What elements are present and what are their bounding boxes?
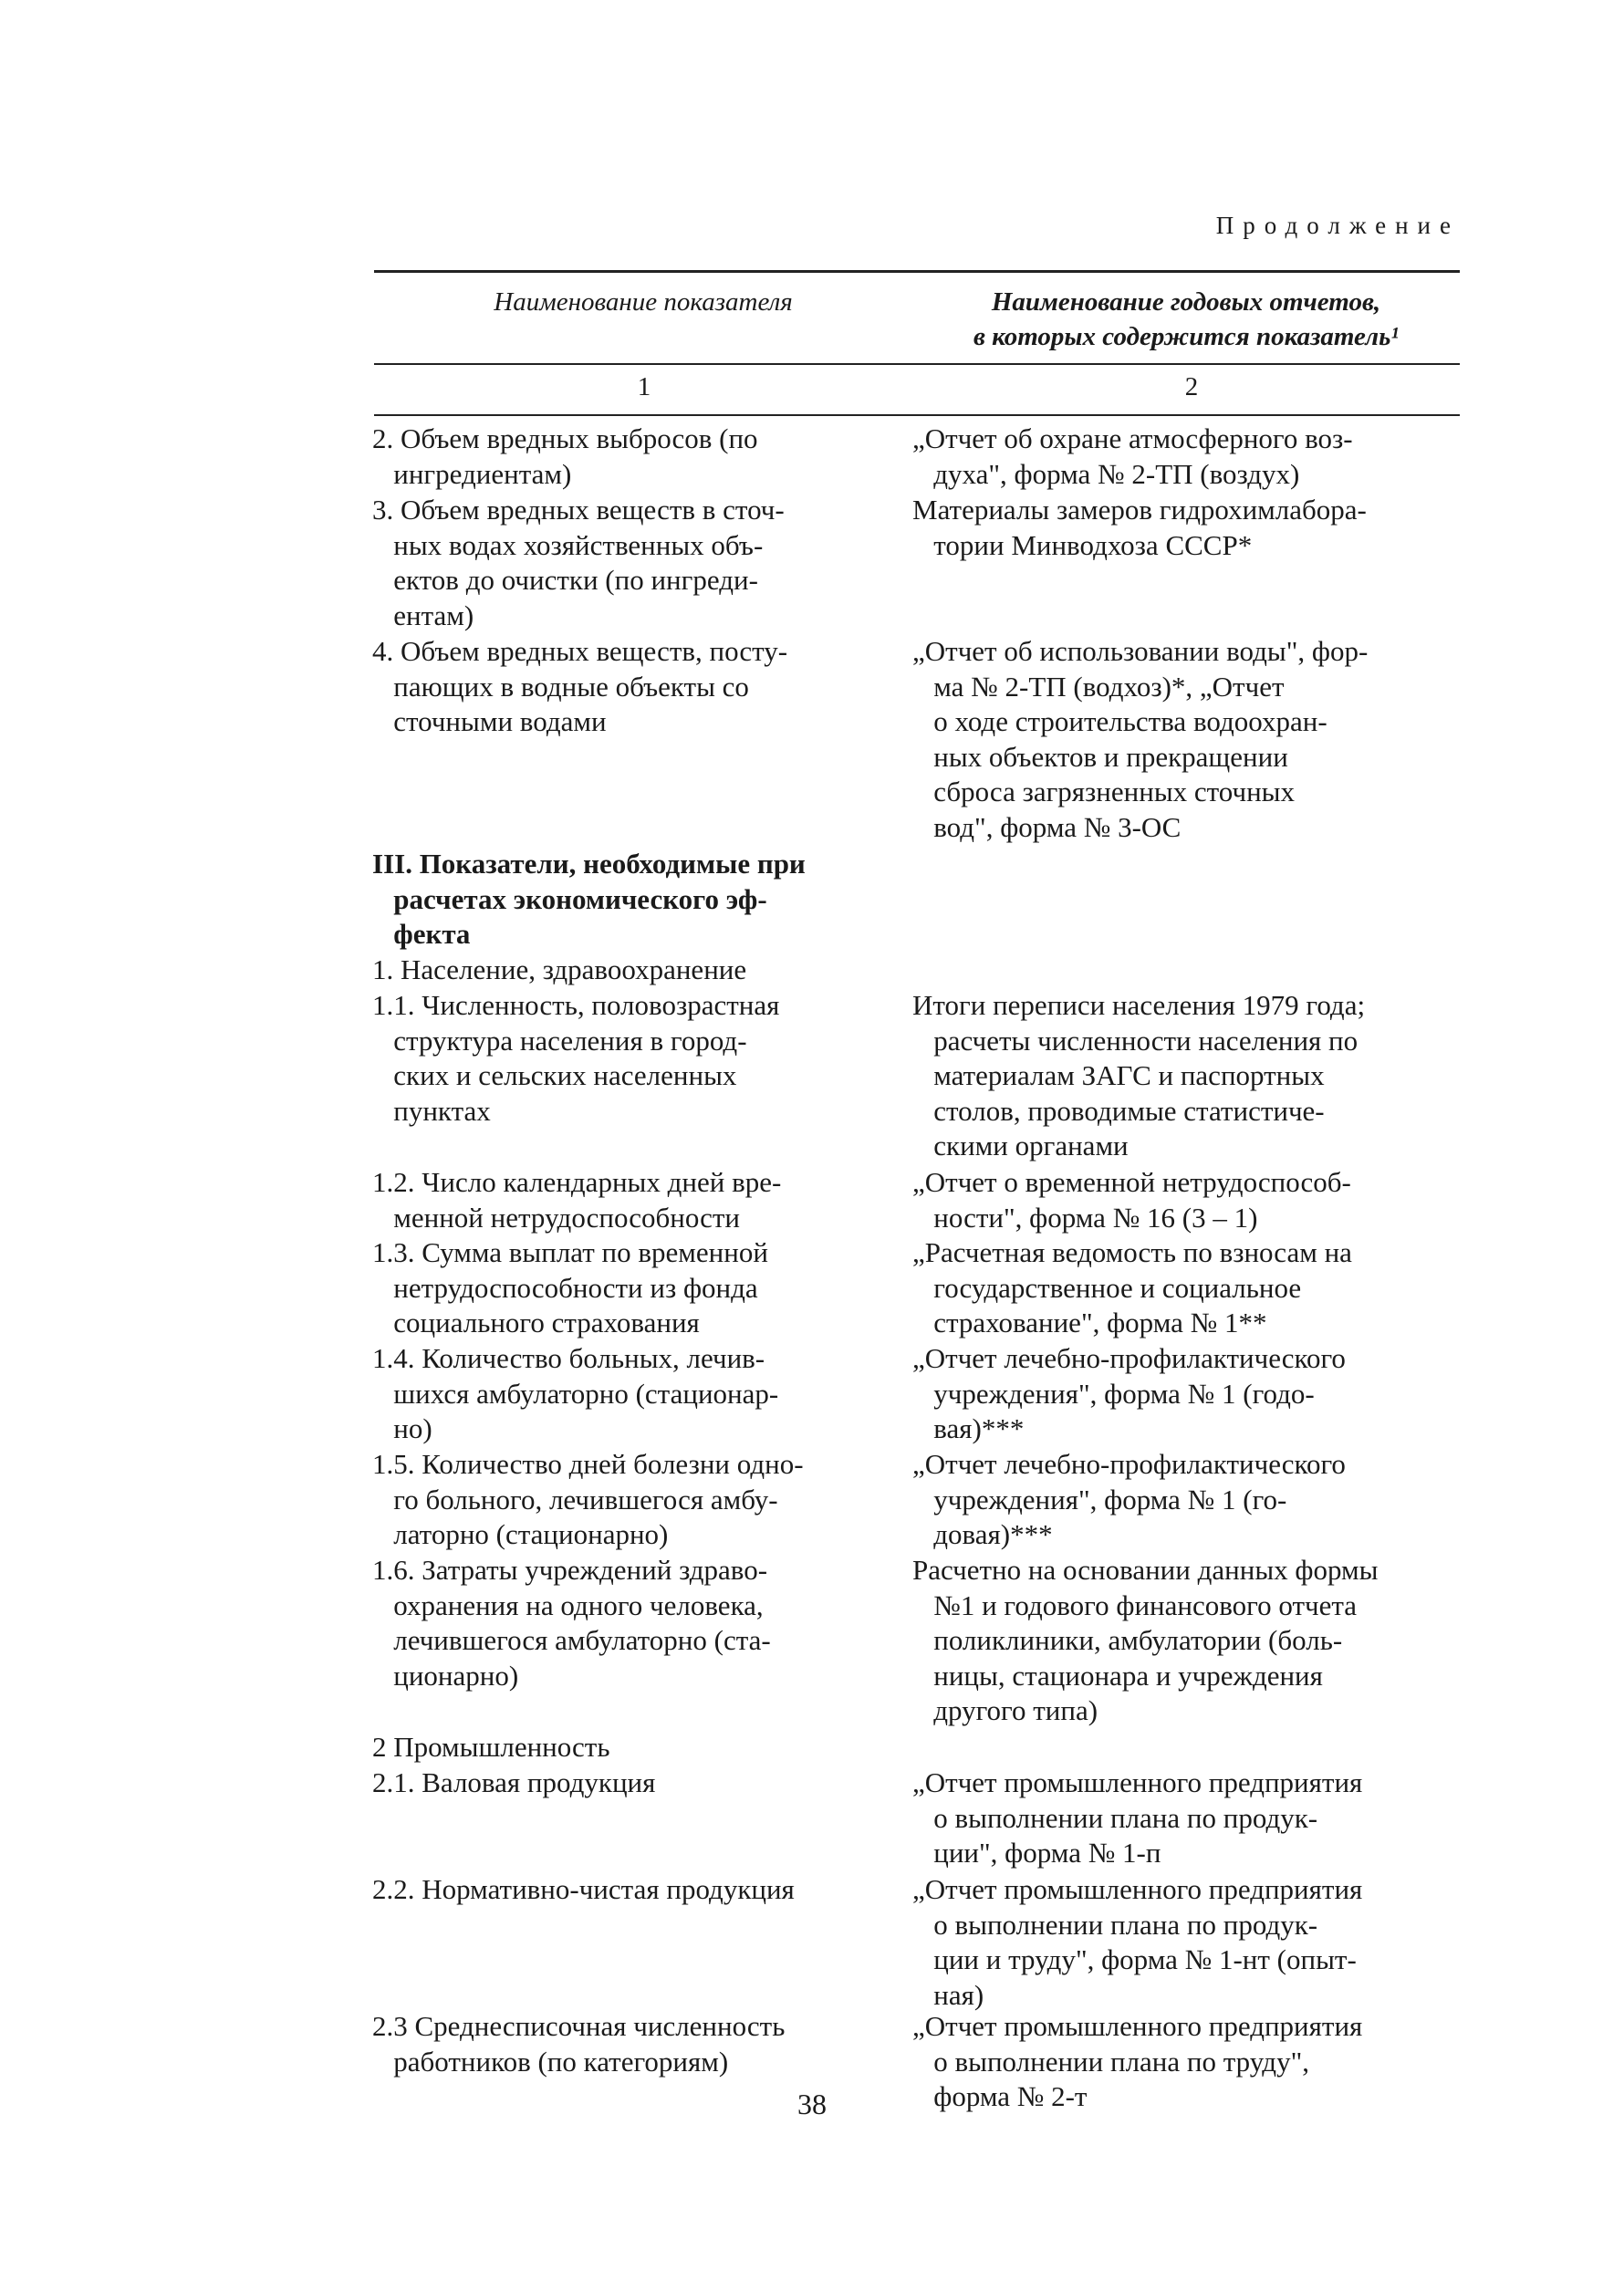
header-divider-rule [374,363,1460,365]
report-cell: „Расчетная ведомость по взносам на государственное и социальное страхование", форма № 1** [912,1236,1352,1339]
indicator-cell: 2.2. Нормативно-чистая продукция [372,1873,795,1905]
report-cell: „Отчет промышленного предприятия о выполнении плана по труду", форма № 2-т [912,2010,1363,2113]
body-top-rule [374,414,1460,416]
indicator-cell: 2.3 Среднесписочная численность работников (по категориям) [372,2010,786,2078]
indicator-cell: 1.6. Затраты учреждений здраво- охранения на одного человека, лечившегося амбулаторно (ста- ционарно) [372,1554,771,1692]
report-cell: Материалы замеров гидрохимлабора- тории Минводхоза СССР* [912,494,1367,561]
report-cell: „Отчет лечебно-профилактического учреждения", форма № 1 (годо- вая)*** [912,1342,1346,1445]
section-heading: III. Показатели, необходимые при расчетах экономического эф- фекта [372,848,806,951]
column-number-2: 2 [1184,372,1199,401]
indicator-cell: 2. Объем вредных выбросов (по ингредиентам) [372,422,758,490]
indicator-cell: 1.5. Количество дней болезни одно- го больного, лечившегося амбу- латорно (стационарно) [372,1448,804,1551]
report-cell: „Отчет промышленного предприятия о выполнении плана по продук- ции", форма № 1-п [912,1766,1363,1870]
indicator-cell: 1.2. Число календарных дней вре- менной нетрудоспособности [372,1166,782,1234]
table-top-rule [374,270,1460,273]
column-header-reports: Наименование годовых отчетов, в которых содержится показатель¹ [973,287,1400,351]
indicator-cell: 3. Объем вредных веществ в сточ- ных водах хозяйственных объ- ектов до очистки (по ингреди- ентам) [372,494,785,631]
page-number: 38 [797,2088,827,2120]
report-cell: „Отчет об использовании воды", фор- ма № 2-ТП (водхоз)*, „Отчет о ходе строительства водоохран- ных объектов и прекращении сброса загрязненных сточных вод", форма № 3-ОС [912,635,1369,843]
report-cell: „Отчет промышленного предприятия о выполнении плана по продук- ции и труду", форма № 1-нт (опыт- ная) [912,1873,1363,2011]
indicator-cell: 4. Объем вредных веществ, посту- пающих в водные объекты со сточными водами [372,635,788,738]
column-header-indicator: Наименование показателя [494,287,793,317]
indicator-cell: 1.4. Количество больных, лечив- шихся амбулаторно (стационар- но) [372,1342,779,1445]
report-cell: „Отчет о временной нетрудоспособ- ности", форма № 16 (3 – 1) [912,1166,1351,1234]
report-cell: Расчетно на основании данных формы №1 и годового финансового отчета поликлиники, амбулатории (боль- ницы, стационара и учреждения другого типа) [912,1554,1379,1727]
continuation-label: Продолжение [1215,212,1460,239]
report-cell: „Отчет об охране атмосферного воз- духа", форма № 2-ТП (воздух) [912,422,1353,490]
subsection-heading: 1. Население, здравоохранение [372,953,747,985]
subsection-heading: 2 Промышленность [372,1731,610,1763]
indicator-cell: 1.1. Численность, половозрастная структура населения в город- ских и сельских населенных пунктах [372,989,780,1127]
indicator-cell: 1.3. Сумма выплат по временной нетрудоспособности из фонда социального страхования [372,1236,768,1339]
report-cell: „Отчет лечебно-профилактического учреждения", форма № 1 (го- довая)*** [912,1448,1346,1551]
column-number-1: 1 [637,372,651,401]
report-cell: Итоги переписи населения 1979 года; расчеты численности населения по материалам ЗАГС и паспортных столов, проводимые статистиче- скими органами [912,989,1366,1162]
indicator-cell: 2.1. Валовая продукция [372,1766,656,1798]
